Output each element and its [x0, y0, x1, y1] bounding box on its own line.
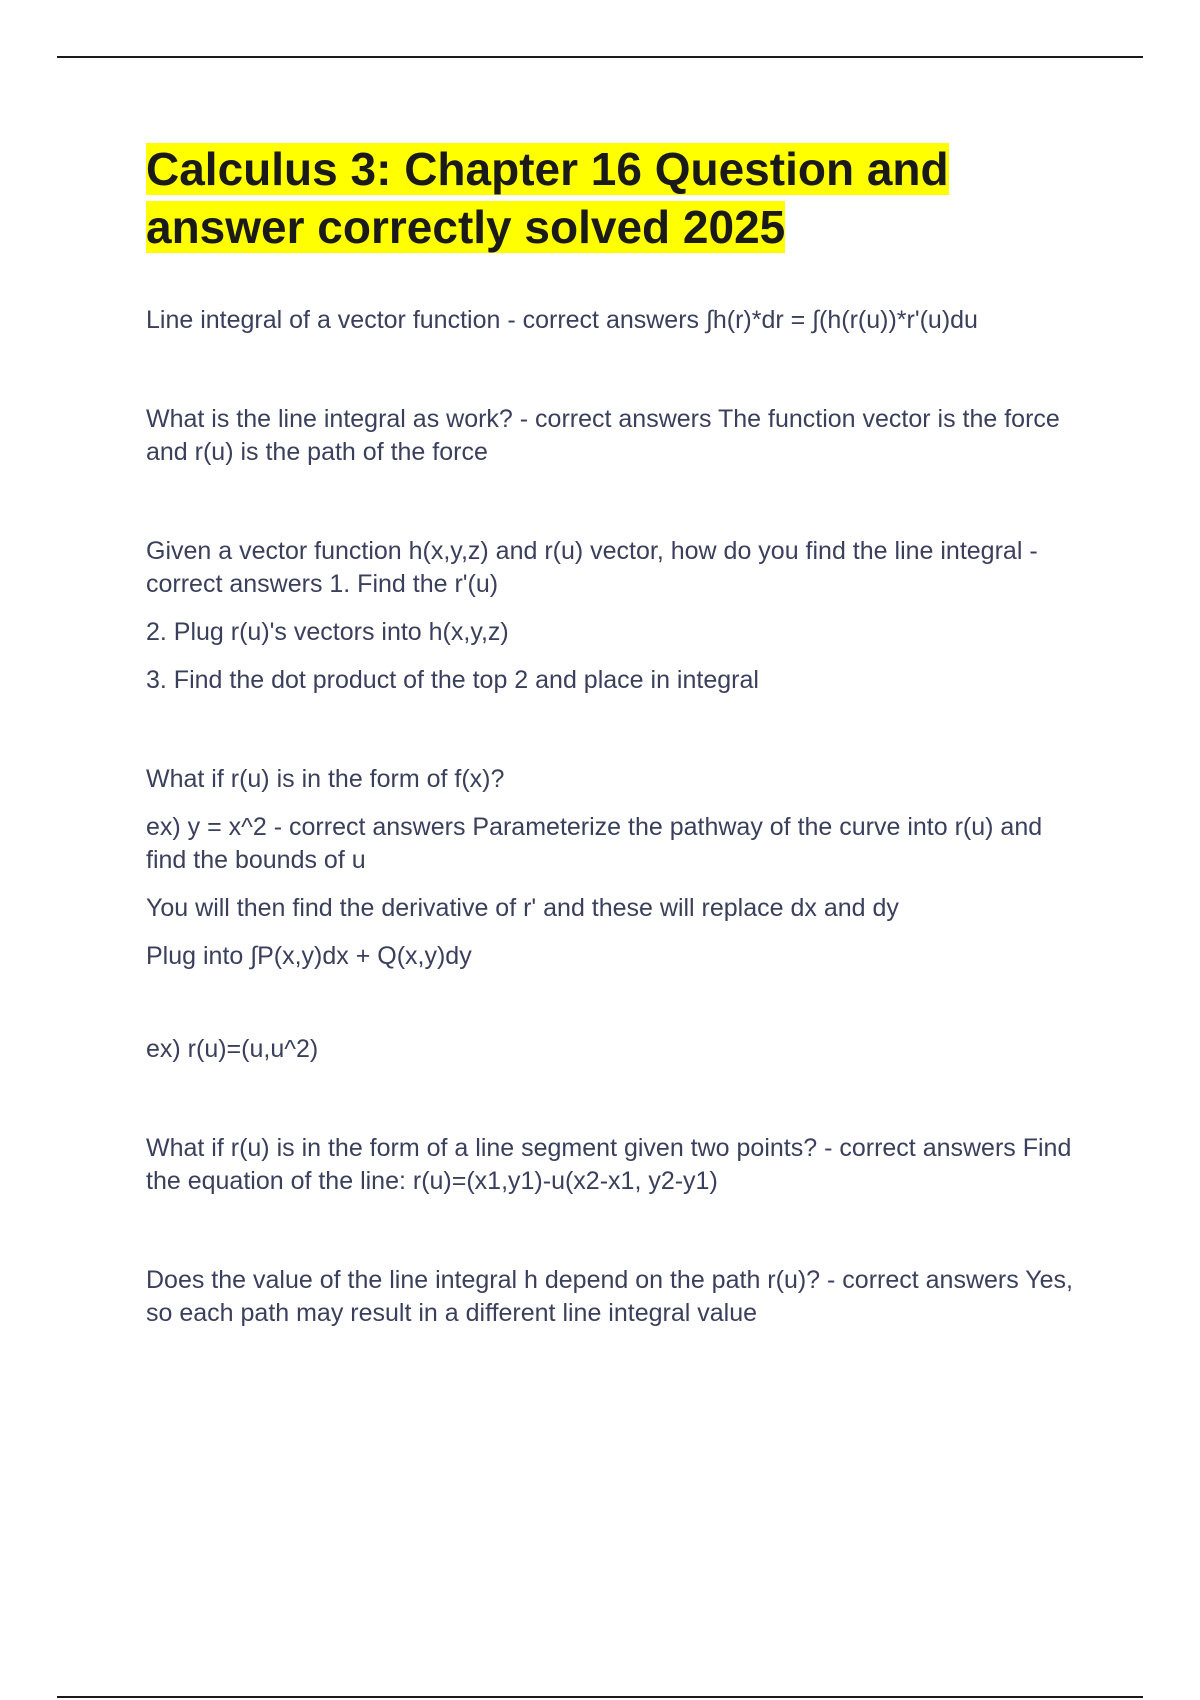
qa-item-line-integral-vector — [146, 304, 1086, 337]
qa-item-path-dependence — [146, 1264, 1086, 1330]
qa-step: 3. Find the dot product of the top 2 and place in integral — [146, 666, 759, 694]
qa-text: ex) y = x^2 - correct answers Parameterize the pathway of the curve into r(u) and find the bounds of u — [146, 813, 1043, 874]
qa-item-line-integral-work — [146, 403, 1086, 469]
qa-text: Plug into ∫P(x,y)dx + Q(x,y)dy — [146, 942, 472, 970]
qa-item-find-line-integral — [146, 535, 1086, 697]
qa-item-form-fx — [146, 763, 1086, 1066]
header-rule — [57, 56, 1143, 58]
qa-step: 2. Plug r(u)'s vectors into h(x,y,z) — [146, 618, 509, 646]
qa-text: Does the value of the line integral h depend on the path r(u)? - correct answers Yes, so each path may result in a different line integral value — [146, 1266, 1073, 1327]
qa-text: Given a vector function h(x,y,z) and r(u) vector, how do you find the line integral - correct answers 1. Find the r'(u) — [146, 537, 1038, 598]
qa-example: ex) r(u)=(u,u^2) — [146, 1035, 319, 1063]
qa-item-line-segment — [146, 1132, 1086, 1198]
document-title: Calculus 3: Chapter 16 Question and answer correctly solved 2025 — [146, 143, 949, 253]
qa-text: You will then find the derivative of r' and these will replace dx and dy — [146, 894, 899, 922]
document-body — [146, 140, 1086, 1396]
footer-rule — [57, 1696, 1143, 1698]
qa-text: Line integral of a vector function - correct answers ∫h(r)*dr = ∫(h(r(u))*r'(u)du — [146, 306, 978, 334]
qa-text: What if r(u) is in the form of f(x)? — [146, 765, 505, 793]
qa-text: What if r(u) is in the form of a line segment given two points? - correct answers Find the equation of the line: r(u)=(x1,y1)-u(x2-x1, y2-y1) — [146, 1134, 1072, 1195]
qa-text: What is the line integral as work? - correct answers The function vector is the force and r(u) is the path of the force — [146, 405, 1060, 466]
